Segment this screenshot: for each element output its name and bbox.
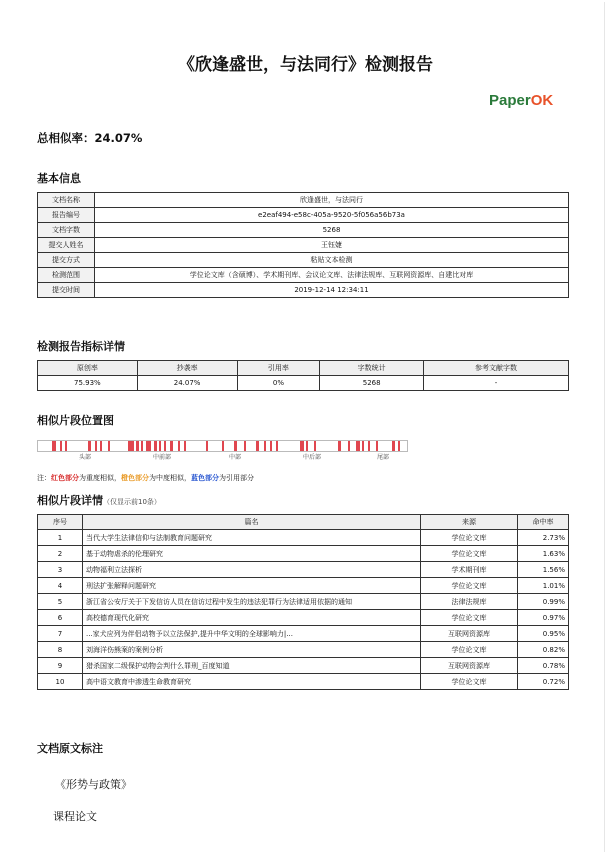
similar-segment xyxy=(170,441,173,451)
details-cell-rate: 0.97% xyxy=(518,610,569,626)
similar-segment xyxy=(392,441,395,451)
bar-label: 中部 xyxy=(229,454,242,461)
similar-segment xyxy=(206,441,208,451)
details-header: 序号 xyxy=(38,515,83,530)
bar-label: 尾部 xyxy=(377,454,390,461)
details-cell-no: 4 xyxy=(38,578,83,594)
details-cell-no: 8 xyxy=(38,642,83,658)
similar-segment xyxy=(100,441,102,451)
bar-label: 头部 xyxy=(79,454,92,461)
similar-segment xyxy=(52,441,56,451)
section-original: 文档原文标注 xyxy=(37,742,103,755)
similar-segment xyxy=(159,441,161,451)
similar-segment xyxy=(184,441,186,451)
details-row[interactable] xyxy=(38,562,569,578)
similar-segment xyxy=(306,441,308,451)
details-header: 篇名 xyxy=(83,515,421,530)
details-cell-rate: 0.99% xyxy=(518,594,569,610)
details-cell-name: 猎杀国家二级保护动物会判什么罪刑_百度知道 xyxy=(83,658,421,674)
info-key: 提交时间 xyxy=(38,283,95,298)
similar-segment xyxy=(60,441,62,451)
details-row[interactable] xyxy=(38,658,569,674)
similar-segment xyxy=(108,441,110,451)
metrics-value: 5268 xyxy=(320,376,424,391)
details-row[interactable] xyxy=(38,674,569,690)
details-cell-name: 基于动物虐杀的伦理研究 xyxy=(83,546,421,562)
details-cell-no: 10 xyxy=(38,674,83,690)
details-cell-no: 2 xyxy=(38,546,83,562)
similar-segment xyxy=(234,441,237,451)
similar-segment xyxy=(146,441,151,451)
metrics-value: - xyxy=(423,376,568,391)
metrics-header: 原创率 xyxy=(38,361,138,376)
details-cell-name: 高校德育现代化研究 xyxy=(83,610,421,626)
info-key: 文档字数 xyxy=(38,223,95,238)
info-key: 提交方式 xyxy=(38,253,95,268)
similar-segment xyxy=(136,441,139,451)
similar-segment xyxy=(270,441,272,451)
details-cell-name: 当代大学生法律信仰与法制教育问题研究 xyxy=(83,530,421,546)
details-row[interactable] xyxy=(38,642,569,658)
info-value: 王钰婕 xyxy=(95,238,569,253)
info-key: 报告编号 xyxy=(38,208,95,223)
section-details xyxy=(37,492,161,508)
similar-segment xyxy=(128,441,134,451)
legend-note xyxy=(37,473,254,483)
section-details-title: 相似片段详情 xyxy=(37,494,103,507)
bar-label: 中前部 xyxy=(153,454,172,461)
details-cell-rate: 2.73% xyxy=(518,530,569,546)
details-cell-name: 刘海洋伤熊案的案例分析 xyxy=(83,642,421,658)
info-row xyxy=(38,283,569,298)
metrics-table xyxy=(37,360,569,391)
info-value: 欣逢盛世，与法同行 xyxy=(95,193,569,208)
legend-red-text: 为重度相似， xyxy=(79,474,121,482)
similar-segment xyxy=(338,441,341,451)
similar-segment xyxy=(348,441,350,451)
similar-segment xyxy=(276,441,278,451)
similar-segment xyxy=(95,441,97,451)
legend-red: 红色部分 xyxy=(51,474,79,482)
metrics-header: 字数统计 xyxy=(320,361,424,376)
info-key: 检测范围 xyxy=(38,268,95,283)
metrics-value: 24.07% xyxy=(137,376,237,391)
details-row[interactable] xyxy=(38,530,569,546)
basic-info-table xyxy=(37,192,569,298)
details-cell-source: 学位论文库 xyxy=(421,610,518,626)
similar-segment xyxy=(356,441,360,451)
similar-segment xyxy=(300,441,304,451)
legend-blue-text: 为引用部分 xyxy=(219,474,254,482)
info-row xyxy=(38,223,569,238)
details-header: 命中率 xyxy=(518,515,569,530)
details-cell-name: 动物福利立法探析 xyxy=(83,562,421,578)
details-cell-rate: 0.95% xyxy=(518,626,569,642)
details-cell-rate: 0.78% xyxy=(518,658,569,674)
metrics-header: 抄袭率 xyxy=(137,361,237,376)
metrics-header: 参考文献字数 xyxy=(423,361,568,376)
info-row xyxy=(38,253,569,268)
details-cell-source: 互联网资源库 xyxy=(421,626,518,642)
details-cell-source: 学位论文库 xyxy=(421,642,518,658)
details-row[interactable] xyxy=(38,610,569,626)
similar-segment xyxy=(141,441,143,451)
details-cell-no: 1 xyxy=(38,530,83,546)
similar-segment xyxy=(398,441,400,451)
info-value: 粘贴文本检测 xyxy=(95,253,569,268)
similar-segment xyxy=(362,441,364,451)
details-cell-no: 5 xyxy=(38,594,83,610)
info-value: e2eaf494-e58c-405a-9520-5f056a56b73a xyxy=(95,208,569,223)
similar-segment xyxy=(244,441,246,451)
similar-segment xyxy=(256,441,259,451)
info-row xyxy=(38,268,569,283)
info-row xyxy=(38,208,569,223)
details-row[interactable] xyxy=(38,546,569,562)
details-row[interactable] xyxy=(38,578,569,594)
info-key: 提交人姓名 xyxy=(38,238,95,253)
details-cell-no: 6 xyxy=(38,610,83,626)
info-value: 5268 xyxy=(95,223,569,238)
similar-segment xyxy=(88,441,91,451)
details-row[interactable] xyxy=(38,626,569,642)
details-cell-source: 学位论文库 xyxy=(421,674,518,690)
details-cell-rate: 1.01% xyxy=(518,578,569,594)
similar-segment xyxy=(376,441,378,451)
similar-segment xyxy=(264,441,266,451)
similar-segment xyxy=(222,441,224,451)
metrics-value: 75.93% xyxy=(38,376,138,391)
details-cell-rate: 0.72% xyxy=(518,674,569,690)
section-metrics: 检测报告指标详情 xyxy=(37,340,125,353)
legend-orange: 橙色部分 xyxy=(121,474,149,482)
details-cell-source: 学术期刊库 xyxy=(421,562,518,578)
legend-blue: 蓝色部分 xyxy=(191,474,219,482)
legend-orange-text: 为中度相似， xyxy=(149,474,191,482)
details-table xyxy=(37,514,569,690)
report-title: 《欣逢盛世，与法同行》检测报告 xyxy=(178,55,433,75)
similar-segment xyxy=(164,441,166,451)
details-cell-rate: 0.82% xyxy=(518,642,569,658)
details-cell-source: 学位论文库 xyxy=(421,530,518,546)
details-cell-name: 浙江省公安厅关于下发信访人员在信访过程中发生的违法犯罪行为法律适用依据的通知 xyxy=(83,594,421,610)
info-value: 2019-12-14 12:34:11 xyxy=(95,283,569,298)
legend-prefix: 注： xyxy=(37,474,51,482)
similarity-position-bar xyxy=(37,440,408,452)
metrics-header: 引用率 xyxy=(237,361,320,376)
details-cell-name: 高中语文教育中渗透生命教育研究 xyxy=(83,674,421,690)
details-cell-no: 7 xyxy=(38,626,83,642)
info-row xyxy=(38,193,569,208)
details-cell-rate: 1.56% xyxy=(518,562,569,578)
logo-part-paper: Paper xyxy=(489,92,531,109)
details-cell-name: 刑法扩张解释问题研究 xyxy=(83,578,421,594)
details-cell-rate: 1.63% xyxy=(518,546,569,562)
section-basic-info: 基本信息 xyxy=(37,172,81,185)
metrics-value: 0% xyxy=(237,376,320,391)
info-value: 学位论文库（含硕博）、学术期刊库、会议论文库、法律法规库、互联网资源库、自建比对库 xyxy=(95,268,569,283)
similar-segment xyxy=(178,441,180,451)
total-similarity: 总相似率：24.07% xyxy=(37,131,143,145)
info-key: 文档名称 xyxy=(38,193,95,208)
paperok-logo xyxy=(489,92,553,109)
details-cell-source: 互联网资源库 xyxy=(421,658,518,674)
logo-part-ok: OK xyxy=(530,92,554,109)
similar-segment xyxy=(154,441,157,451)
section-position-map: 相似片段位置图 xyxy=(37,414,114,427)
bar-label: 中后部 xyxy=(303,454,322,461)
similar-segment xyxy=(65,441,67,451)
similar-segment xyxy=(314,441,316,451)
original-line-2: 课程论文 xyxy=(53,810,97,823)
similar-segment xyxy=(368,441,370,451)
details-cell-no: 9 xyxy=(38,658,83,674)
details-cell-source: 学位论文库 xyxy=(421,578,518,594)
details-cell-source: 学位论文库 xyxy=(421,546,518,562)
section-details-note: （仅显示前10条） xyxy=(103,498,161,506)
details-cell-source: 法律法规库 xyxy=(421,594,518,610)
info-row xyxy=(38,238,569,253)
details-cell-name: ...家犬应列为伴侣动物予以立法保护,提升中华文明的全球影响力|... xyxy=(83,626,421,642)
original-line-1: 《形势与政策》 xyxy=(55,778,132,791)
details-header: 来源 xyxy=(421,515,518,530)
details-cell-no: 3 xyxy=(38,562,83,578)
details-row[interactable] xyxy=(38,594,569,610)
